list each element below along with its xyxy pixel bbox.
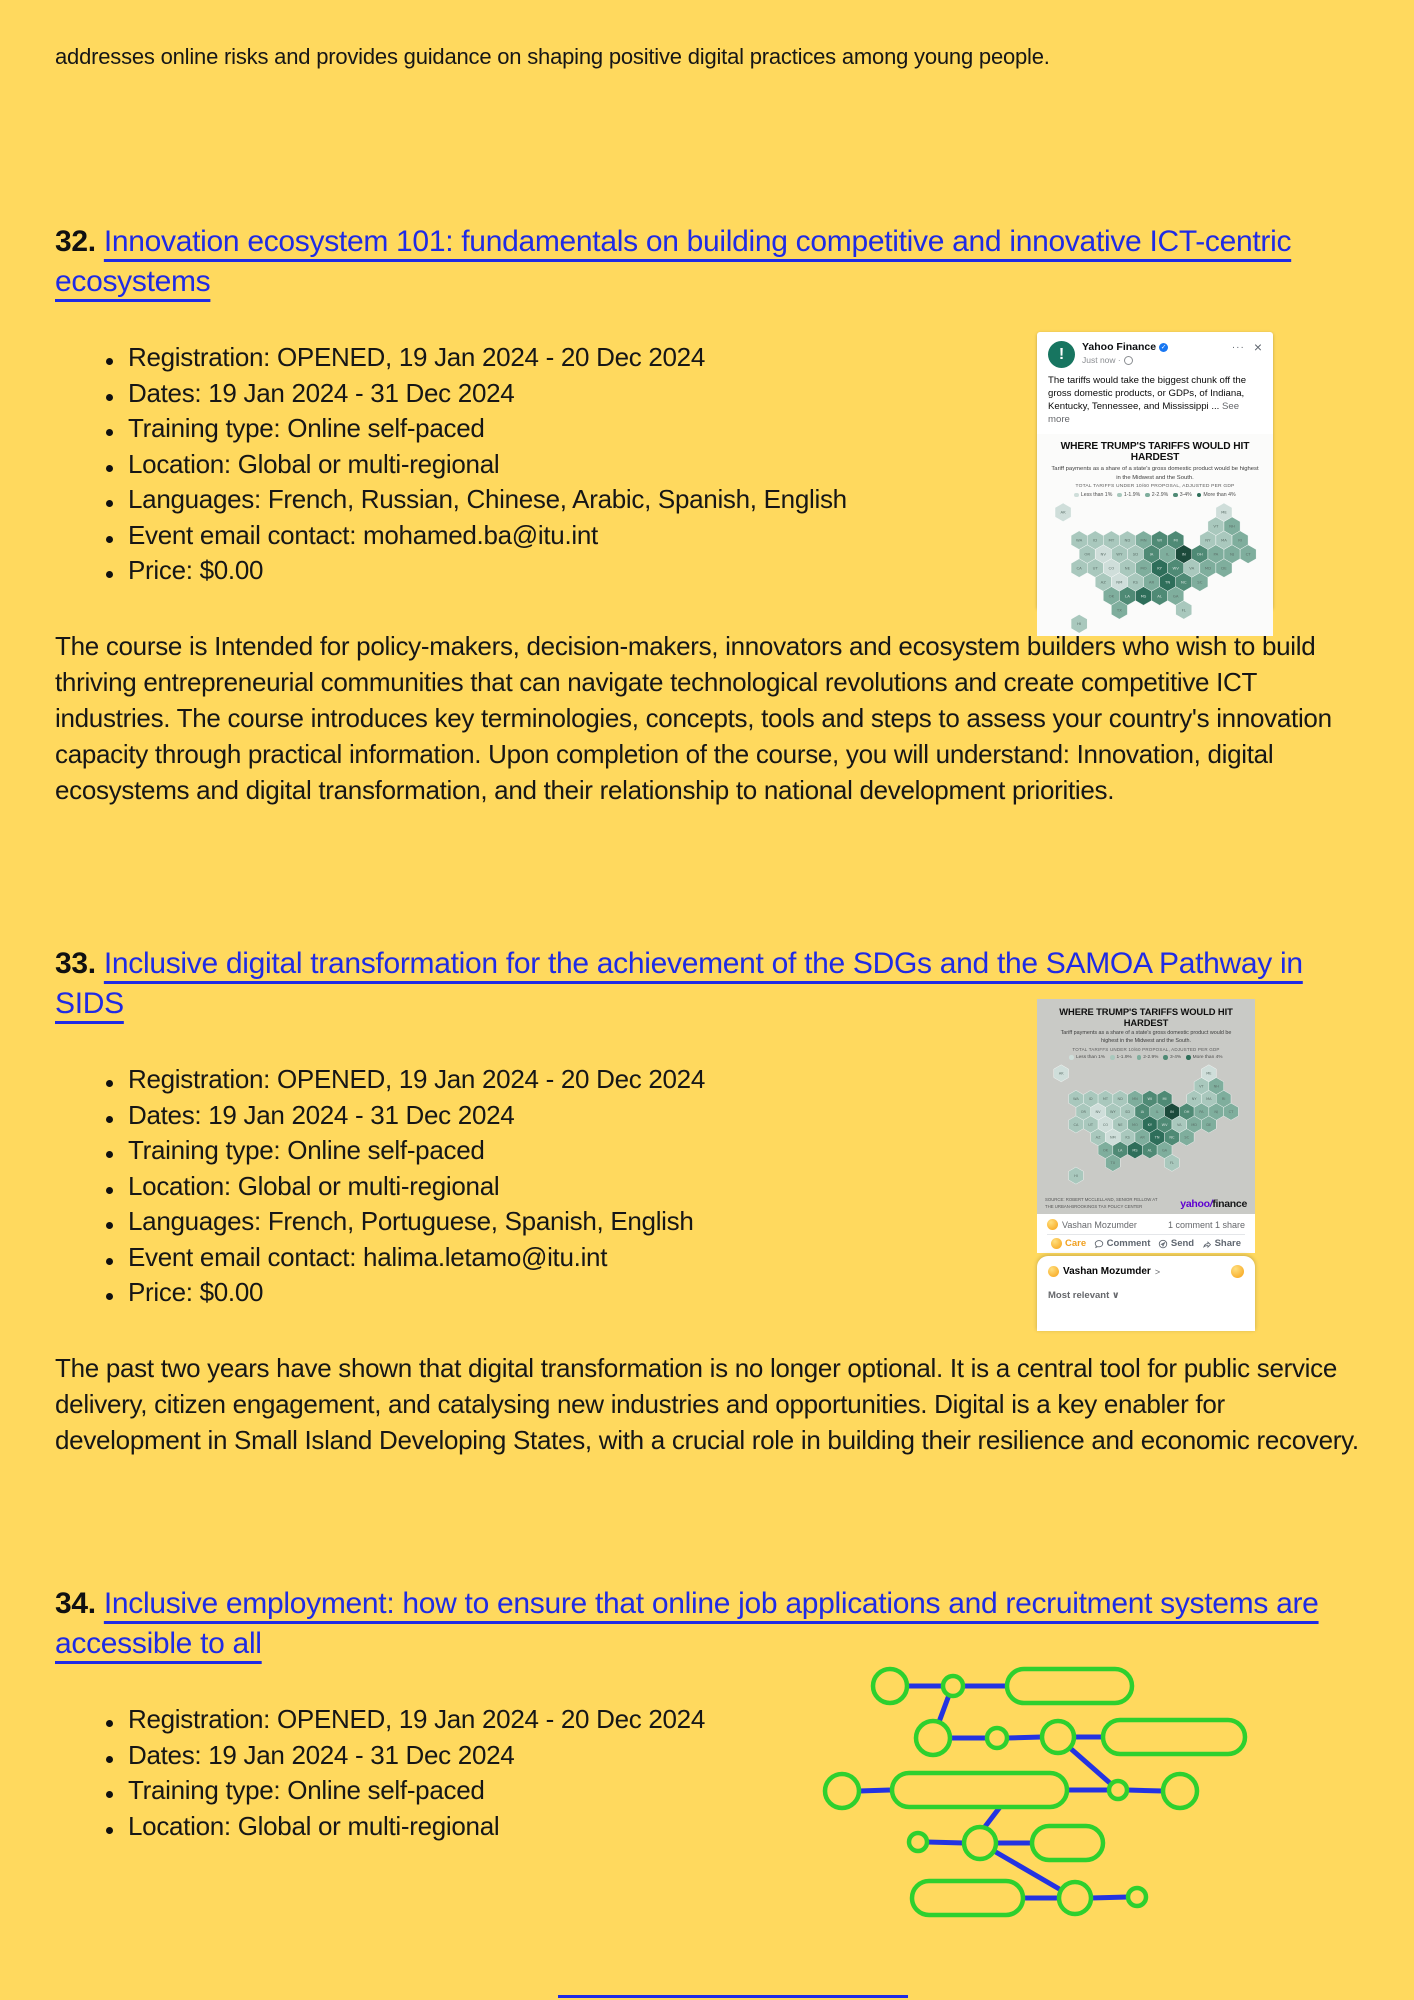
svg-text:RI: RI (1221, 1097, 1226, 1102)
svg-text:ME: ME (1220, 509, 1227, 515)
svg-text:CA: CA (1073, 1122, 1079, 1127)
svg-text:LA: LA (1124, 593, 1130, 599)
svg-text:NY: NY (1191, 1097, 1197, 1102)
svg-text:CA: CA (1076, 565, 1082, 571)
svg-text:OK: OK (1108, 593, 1114, 599)
course-33-title-link[interactable]: Inclusive digital transformation for the achievement of the SDGs and the SAMOA Pathway in SIDS (55, 947, 1303, 1020)
legend-label: More than 4% (1192, 1055, 1223, 1061)
svg-text:SC: SC (1196, 579, 1202, 585)
svg-text:ID: ID (1092, 537, 1097, 543)
legend-label: 3-4% (1179, 491, 1192, 498)
svg-text:NJ: NJ (1214, 1110, 1219, 1115)
legend-label: Less than 1% (1075, 1055, 1106, 1061)
svg-text:KS: KS (1132, 579, 1138, 585)
send-button[interactable]: Send (1158, 1238, 1194, 1249)
detail-email: Event email contact: halima.letamo@itu.int (99, 1240, 889, 1276)
detail-training-type: Training type: Online self-paced (99, 1773, 889, 1809)
svg-text:AL: AL (1156, 593, 1162, 599)
post-source-name[interactable]: Yahoo Finance (1082, 341, 1157, 353)
course-33-number: 33. (55, 947, 96, 980)
svg-text:DE: DE (1220, 565, 1227, 571)
svg-text:IA: IA (1140, 1110, 1145, 1115)
svg-text:MA: MA (1220, 537, 1227, 543)
svg-text:VT: VT (1212, 523, 1218, 529)
svg-text:WA: WA (1073, 1097, 1079, 1102)
chevron-right-icon: > (1154, 1266, 1161, 1277)
svg-text:NC: NC (1180, 579, 1187, 585)
svg-text:IA: IA (1149, 551, 1153, 557)
svg-text:ME: ME (1206, 1071, 1212, 1076)
care-reaction-icon (1051, 1238, 1062, 1249)
legend-dot (1110, 1055, 1115, 1060)
chart-source: SOURCE: ROBERT MCCLELLAND, SENIOR FELLOW AT THE URBAN-BROOKINGS TAX POLICY CENTER (1045, 1197, 1158, 1209)
svg-text:NV: NV (1100, 551, 1106, 557)
sort-selector[interactable]: Most relevant ∨ (1048, 1290, 1120, 1301)
post-menu-icon[interactable]: ··· (1231, 341, 1245, 353)
svg-text:PA: PA (1213, 551, 1218, 557)
svg-text:MT: MT (1108, 537, 1114, 543)
svg-text:SC: SC (1184, 1135, 1190, 1140)
legend-dot (1173, 493, 1178, 498)
svg-text:TN: TN (1164, 579, 1170, 585)
svg-text:MT: MT (1102, 1097, 1109, 1102)
svg-text:NH: NH (1213, 1084, 1219, 1089)
svg-text:PA: PA (1199, 1110, 1204, 1115)
svg-text:MS: MS (1140, 593, 1146, 599)
svg-text:NJ: NJ (1229, 551, 1234, 557)
svg-text:AK: AK (1060, 509, 1066, 515)
care-reaction-icon (1231, 1265, 1244, 1278)
legend-label: 2-2.9% (1151, 491, 1169, 498)
legend-label: 1-1.9% (1116, 1055, 1132, 1061)
course-34-details (99, 1702, 889, 1844)
legend-dot (1069, 1055, 1074, 1060)
chart-subtitle: Tariff payments as a share of a state's gross domestic product would be highest in the Midwest and the South. (1051, 466, 1259, 481)
svg-text:AZ: AZ (1095, 1135, 1101, 1140)
svg-text:WY: WY (1110, 1110, 1116, 1115)
svg-text:MO: MO (1132, 1122, 1138, 1127)
detail-location: Location: Global or multi-regional (99, 1809, 889, 1845)
detail-languages: Languages: French, Russian, Chinese, Arabic, Spanish, English (99, 482, 889, 518)
detail-dates: Dates: 19 Jan 2024 - 31 Dec 2024 (99, 1098, 889, 1134)
post-close-icon[interactable]: × (1253, 339, 1262, 355)
svg-text:NE: NE (1124, 565, 1130, 571)
svg-text:SD: SD (1132, 551, 1138, 557)
svg-text:OR: OR (1080, 1110, 1086, 1115)
course-34-title-link[interactable]: Inclusive employment: how to ensure that online job applications and recruitment systems are accessible to all (55, 1587, 1319, 1660)
comment-author-link[interactable]: Vashan Mozumder > (1048, 1266, 1160, 1277)
svg-text:LA: LA (1118, 1148, 1123, 1153)
post-footer (1037, 1214, 1255, 1253)
svg-text:MI: MI (1162, 1097, 1167, 1102)
legend-label: 1-1.9% (1123, 491, 1141, 498)
svg-text:CT: CT (1245, 551, 1251, 557)
svg-text:IN: IN (1181, 551, 1186, 557)
svg-text:MA: MA (1206, 1097, 1212, 1102)
svg-text:KY: KY (1147, 1122, 1152, 1127)
course-33-details (99, 1062, 889, 1311)
network-diagram-illustration (795, 1642, 1285, 1937)
svg-text:KS: KS (1125, 1135, 1130, 1140)
legend-dot (1137, 1055, 1142, 1060)
svg-text:WV: WV (1171, 565, 1179, 571)
intro-paragraph: addresses online risks and provides guidance on shaping positive digital practices among young people. (55, 44, 1050, 69)
yahoo-finance-avatar: ! (1048, 341, 1075, 368)
course-32-title-link[interactable]: Innovation ecosystem 101: fundamentals on building competitive and innovative ICT-centric ecosystems (55, 225, 1292, 298)
svg-text:HI: HI (1076, 621, 1081, 627)
svg-text:VA: VA (1188, 565, 1194, 571)
svg-text:HI: HI (1074, 1174, 1078, 1179)
course-32-heading (55, 222, 1350, 302)
comment-icon (1094, 1239, 1104, 1249)
course-32-details (99, 340, 889, 589)
comment-button[interactable]: Comment (1094, 1238, 1151, 1249)
svg-text:UT: UT (1088, 1122, 1094, 1127)
svg-text:NH: NH (1228, 523, 1235, 529)
detail-dates: Dates: 19 Jan 2024 - 31 Dec 2024 (99, 1738, 889, 1774)
care-reaction-icon (1048, 1266, 1059, 1277)
detail-registration: Registration: OPENED, 19 Jan 2024 - 20 Dec 2024 (99, 1062, 889, 1098)
post-stats[interactable]: 1 comment 1 share (1167, 1219, 1245, 1230)
detail-registration: Registration: OPENED, 19 Jan 2024 - 20 Dec 2024 (99, 340, 889, 376)
yahoo-finance-chart-card (1037, 999, 1255, 1324)
svg-text:TN: TN (1154, 1135, 1160, 1140)
post-header (1037, 332, 1273, 368)
svg-text:OR: OR (1083, 551, 1090, 557)
legend-dot (1197, 493, 1202, 498)
svg-text:VA: VA (1176, 1122, 1182, 1127)
chevron-down-icon: ∨ (1111, 1290, 1120, 1301)
svg-text:FL: FL (1169, 1161, 1174, 1166)
legend-label: 2-2.9% (1143, 1055, 1159, 1061)
care-button[interactable]: Care (1051, 1238, 1086, 1249)
svg-text:MN: MN (1139, 537, 1147, 543)
detail-training-type: Training type: Online self-paced (99, 411, 889, 447)
legend-dot (1117, 493, 1122, 498)
svg-text:NM: NM (1115, 579, 1122, 585)
svg-text:MI: MI (1172, 537, 1178, 543)
post-timestamp: Just now · (1082, 355, 1121, 365)
svg-text:MS: MS (1132, 1148, 1138, 1153)
svg-text:OK: OK (1102, 1148, 1109, 1153)
detail-dates: Dates: 19 Jan 2024 - 31 Dec 2024 (99, 376, 889, 412)
legend-dot (1074, 493, 1079, 498)
svg-text:MN: MN (1132, 1097, 1138, 1102)
legend-dot (1145, 493, 1150, 498)
chart-title: WHERE TRUMP'S TARIFFS WOULD HIT HARDEST (1060, 441, 1250, 464)
svg-text:NC: NC (1169, 1135, 1175, 1140)
care-reaction-icon (1047, 1219, 1058, 1230)
send-icon (1158, 1239, 1168, 1249)
legend-label: More than 4% (1203, 491, 1236, 498)
detail-location: Location: Global or multi-regional (99, 1169, 889, 1205)
svg-text:MD: MD (1191, 1122, 1197, 1127)
svg-text:KY: KY (1156, 565, 1162, 571)
svg-text:IL: IL (1165, 551, 1169, 557)
svg-text:NM: NM (1109, 1135, 1116, 1140)
detail-price: Price: $0.00 (99, 553, 889, 589)
chart-note: TOTAL TARIFFS UNDER 10/60 PROPOSAL, ADJUSTED PER GDP (1072, 1047, 1220, 1053)
tariff-chart (1037, 434, 1273, 636)
legend-dot (1163, 1055, 1168, 1060)
see-more-link[interactable]: See more (1048, 400, 1240, 425)
svg-text:FL: FL (1181, 607, 1186, 613)
post-text: The tariffs would take the biggest chunk off the gross domestic products, or GDPs, of Indiana, Kentucky, Tennessee, and Mississippi ... (1048, 375, 1247, 412)
svg-text:WY: WY (1115, 551, 1122, 557)
legend-label: Less than 1% (1080, 491, 1113, 498)
svg-text:IL: IL (1155, 1110, 1159, 1115)
svg-text:CO: CO (1102, 1122, 1109, 1127)
detail-location: Location: Global or multi-regional (99, 447, 889, 483)
legend-dot (1186, 1055, 1191, 1060)
svg-text:WA: WA (1075, 537, 1082, 543)
svg-text:TX: TX (1110, 1161, 1116, 1166)
svg-text:CO: CO (1108, 565, 1114, 571)
svg-text:CT: CT (1228, 1110, 1234, 1115)
svg-text:ID: ID (1088, 1097, 1093, 1102)
svg-text:UT: UT (1092, 565, 1098, 571)
svg-text:DE: DE (1206, 1122, 1212, 1127)
svg-text:MD: MD (1204, 565, 1211, 571)
course-32-description: The course is Intended for policy-makers, decision-makers, innovators and ecosystem builders who wish to build thriving entrepreneurial communities that can navigate technological revolutions and create competitive ICT industries. The course introduces key terminologies, concepts, tools and steps to assess your country's innovation capacity through practical information. Upon completion of the course, you will understand: Innovation, digital ecosystems and digital transformation, and their relationship to national development priorities. (55, 631, 1332, 805)
svg-text:WI: WI (1156, 537, 1162, 543)
svg-text:GA: GA (1172, 593, 1178, 599)
svg-text:ND: ND (1124, 537, 1130, 543)
chart-title: WHERE TRUMP'S TARIFFS WOULD HIT HARDEST (1059, 1006, 1233, 1028)
svg-text:RI: RI (1237, 537, 1242, 543)
detail-email: Event email contact: mohamed.ba@itu.int (99, 518, 889, 554)
svg-text:AR: AR (1139, 1135, 1145, 1140)
svg-text:NV: NV (1095, 1110, 1101, 1115)
svg-text:SD: SD (1125, 1110, 1131, 1115)
svg-text:NY: NY (1204, 537, 1211, 543)
chart-legend (1037, 492, 1273, 498)
chart-subtitle: Tariff payments as a share of a state's gross domestic product would be highest in the Midwest and the South. (1060, 1030, 1232, 1044)
svg-text:VT: VT (1199, 1084, 1204, 1089)
svg-text:AR: AR (1148, 579, 1154, 585)
detail-registration: Registration: OPENED, 19 Jan 2024 - 20 Dec 2024 (99, 1702, 889, 1738)
svg-text:ND: ND (1117, 1097, 1123, 1102)
chart-legend (1037, 1055, 1255, 1060)
svg-text:OH: OH (1196, 551, 1203, 557)
svg-text:AK: AK (1058, 1071, 1064, 1076)
comment-panel (1037, 1256, 1255, 1331)
svg-text:TX: TX (1116, 607, 1122, 613)
svg-text:IN: IN (1170, 1110, 1174, 1115)
us-hex-tile-map (1051, 1062, 1241, 1187)
svg-text:AZ: AZ (1100, 579, 1106, 585)
globe-icon (1124, 356, 1133, 365)
course-32-number: 32. (55, 225, 96, 258)
detail-price: Price: $0.00 (99, 1275, 889, 1311)
detail-training-type: Training type: Online self-paced (99, 1133, 889, 1169)
svg-text:GA: GA (1161, 1148, 1168, 1153)
us-hex-tile-map (1052, 500, 1259, 636)
cut-off-heading-underline (558, 1995, 908, 1998)
svg-text:WV: WV (1161, 1122, 1168, 1127)
share-button[interactable]: Share (1202, 1238, 1241, 1249)
divider (1047, 1234, 1245, 1235)
share-icon (1202, 1239, 1212, 1249)
course-33-description: The past two years have shown that digital transformation is no longer optional. It is a central tool for public service delivery, citizen engagement, and catalysing new industries and opportunities. Digital is a key enabler for development in Small Island Developing States, with a crucial role in building their resilience and economic recovery. (55, 1353, 1359, 1455)
svg-text:OH: OH (1183, 1110, 1190, 1115)
yahoo-finance-post-card (1037, 332, 1273, 627)
course-34-number: 34. (55, 1587, 96, 1620)
yahoo-finance-logo: yahoo/finance (1180, 1198, 1247, 1210)
reactor-name[interactable]: Vashan Mozumder (1062, 1219, 1137, 1230)
tariff-chart-screenshot (1037, 999, 1255, 1214)
svg-text:WI: WI (1147, 1097, 1153, 1102)
chart-note: TOTAL TARIFFS UNDER 10/60 PROPOSAL, ADJUSTED PER GDP (1075, 483, 1235, 489)
legend-label: 3-4% (1169, 1055, 1182, 1061)
svg-text:MO: MO (1139, 565, 1147, 571)
svg-text:NE: NE (1117, 1122, 1123, 1127)
detail-languages: Languages: French, Portuguese, Spanish, English (99, 1204, 889, 1240)
svg-text:AL: AL (1147, 1148, 1152, 1153)
verified-badge-icon: ✓ (1160, 344, 1167, 351)
